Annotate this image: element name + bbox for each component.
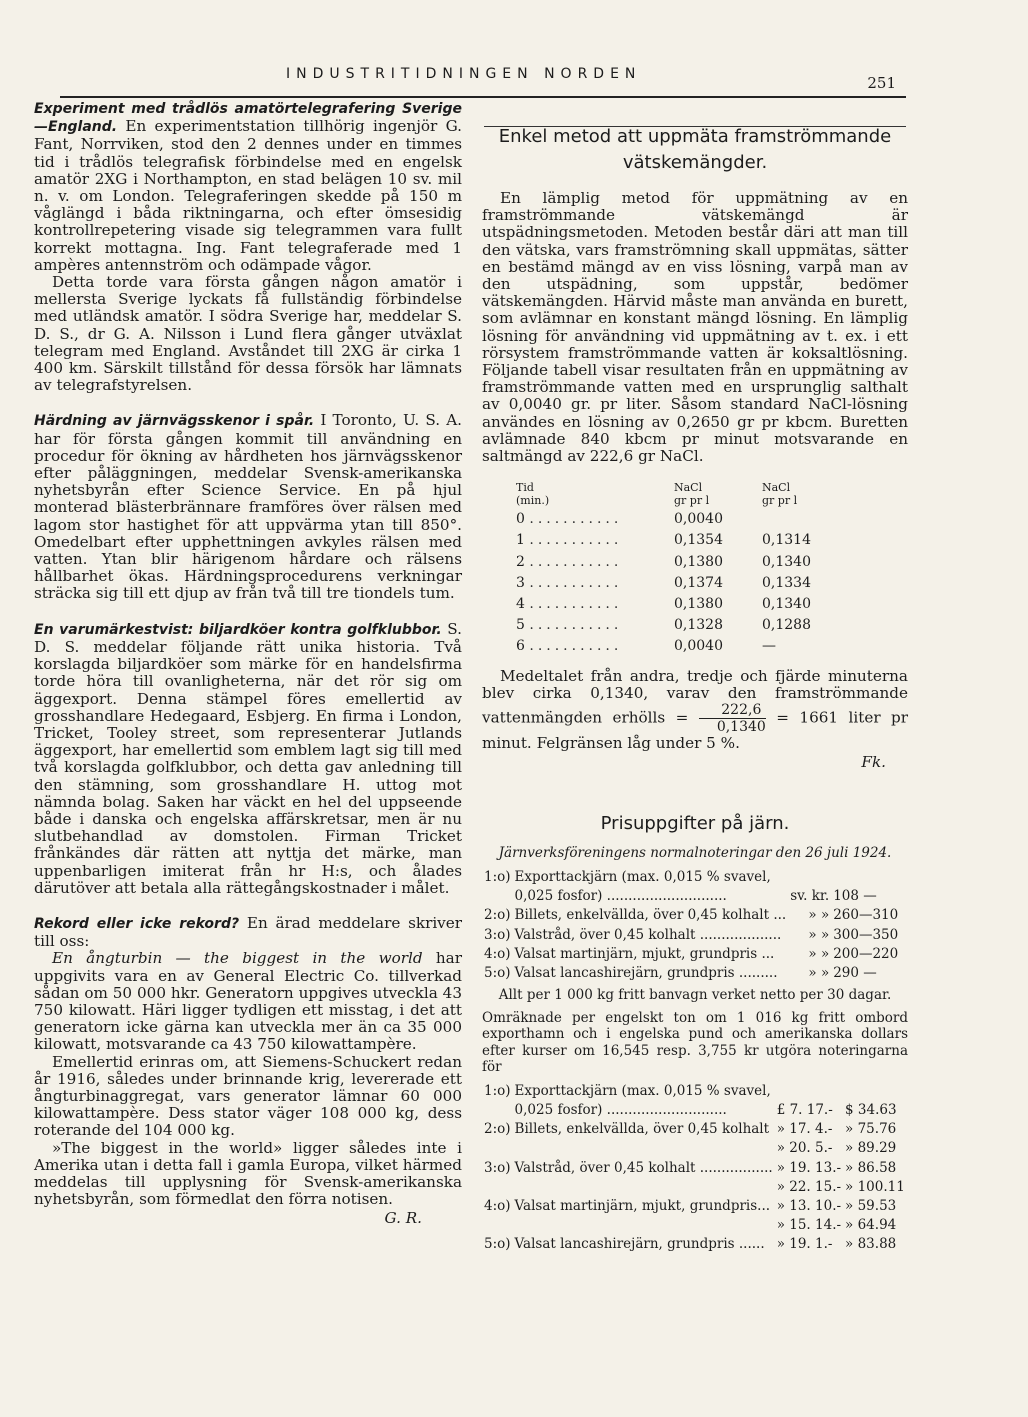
col-header: gr pr l (674, 494, 710, 508)
row-currency: sv. kr. (790, 888, 830, 905)
row-number (482, 1139, 513, 1158)
cell-value: 0,1354 (674, 532, 723, 549)
table-row (482, 964, 900, 983)
row-desc (513, 1178, 775, 1197)
table-row (482, 887, 900, 906)
page-header (60, 62, 906, 98)
row-dollars: » 89.29 (845, 1140, 897, 1157)
article-radio (34, 100, 462, 394)
row-number: 5:o) (484, 965, 511, 981)
cell-value: 0,1374 (674, 574, 723, 591)
row-desc: Exporttackjärn (max. 0,015 % svavel, (514, 1082, 771, 1099)
cell-time: 6 (516, 638, 525, 655)
article-rails (34, 412, 462, 602)
row-pounds: » 19. 1.- (776, 1236, 833, 1253)
article-text: Detta torde vara första gången någon amatör i mellersta Sverige lyckats få fullständig förbindelse med utländsk amatör. I södra Sverige har, meddelar S. D. S., dr G. A. Nilsson i Lund flera gånger utväxlat telegram med England. Avståndet till 2XG är cirka 1 400 km. Särskilt tillstånd för dessa försök har lämnats av telegrafstyrelsen. (34, 273, 462, 395)
row-desc (513, 1216, 775, 1235)
table-row: 5 ........... 0,1328 0,1288 (512, 615, 815, 636)
row-price: 300—350 (833, 926, 899, 943)
row-number: 4:o) (484, 1197, 511, 1214)
title-line: vätskemängder. (622, 152, 768, 173)
row-number (482, 1101, 513, 1120)
signature: Fk. (861, 753, 886, 772)
article-heading: Härdning av järnvägsskenor i spår. (34, 413, 315, 430)
cell-value: 0,1314 (762, 532, 811, 549)
formula-paragraph (482, 668, 908, 753)
row-dollars: » 64.94 (845, 1217, 897, 1234)
row-number: 3:o) (484, 926, 511, 943)
cell-value: 0,1334 (762, 574, 811, 591)
page-number: 251 (867, 74, 896, 92)
measurement-table (512, 479, 815, 657)
row-pounds: » 17. 4.- (776, 1121, 833, 1138)
row-desc: 0,025 fosfor) ............................ (514, 888, 727, 905)
article-heading: En varumärkestvist: biljardköer kontra golfklubbor. (34, 621, 442, 638)
row-dollars (843, 1082, 907, 1101)
article-text: En lämplig metod för uppmätning av en framströmmande vätskemängd är utspädningsmetoden. Metoden består däri att man till den vätska, vars framströmning skall uppmätas, sätter en bestämd mängd av en viss lösning, varpå man av den utspädning, som uppstår, bedömer vätskemängden. Härvid måste man använda en burett, som avlämnar en konstant mängd lösning. En lämplig lösning för användning vid uppmätning av t. ex. i ett rörsystem framströmmande vatten är koksaltlösning. Följande tabell visar resultaten från en uppmätning av framströmmande vatten med en ursprunglig salthalt av 0,0040 gr. pr liter. Såsom standard NaCl-lösning användes en lösning av 0,2650 gr pr kbcm. Buretten avlämnade 840 kbcm pr minut motsvarande en saltmängd av 222,6 gr NaCl. (482, 189, 908, 466)
row-number: 5:o) (484, 1236, 511, 1253)
row-desc: Valstråd, över 0,45 kolhalt ................. (514, 1159, 773, 1176)
row-pounds: » 20. 5.- (776, 1140, 833, 1157)
article-text: En experimentstation tillhörig ingenjör G. Fant, Norrviken, stod den 2 dennes under en timmes tid i trådlös telegrafisk förbindelse med en engelsk amatör 2XG i Northampton, en stad belägen 10 sv. mil n. v. om London. Telegraferingen skedde på 150 m våglängd i båda riktningarna, och efter ömsesidig kontrollrepetering visade sig telegrammen vara fullt korrekt mottagna. Ing. Fant telegraferade med 1 ampères antennström och odämpade vågor. (34, 117, 463, 274)
row-currency (788, 868, 831, 887)
table-row (482, 1159, 907, 1178)
row-desc (513, 1139, 775, 1158)
cell-value: 0,0040 (674, 511, 723, 528)
cell-value: 0,1340 (762, 596, 811, 613)
row-price (831, 868, 900, 887)
cell-time: 1 (516, 532, 525, 549)
row-pounds: £ 7. 17.- (776, 1101, 833, 1118)
row-dollars: » 100.11 (845, 1178, 905, 1195)
price-note: Omräknade per engelskt ton om 1 016 kg fritt ombord exporthamn och i engelska pund och amerikanska dollars efter kurser om 16,545 resp. 3,755 kr utgöra noteringarna för (482, 1009, 908, 1076)
row-desc: 0,025 fosfor) ............................ (514, 1101, 727, 1118)
cell-value: — (762, 638, 776, 655)
table-row (482, 1101, 907, 1120)
col-header: NaCl (674, 481, 703, 495)
quote-italic: En ångturbin — the biggest in the world (52, 949, 423, 968)
col-header: NaCl (762, 481, 791, 495)
table-row (482, 945, 900, 964)
table-row (482, 1120, 907, 1139)
cell-time: 4 (516, 596, 525, 613)
article-heading: Rekord eller icke rekord? (34, 915, 240, 932)
fraction-denominator: 0,1340 (716, 719, 766, 736)
cell-value: 0,1340 (762, 553, 811, 570)
article-text: Emellertid erinras om, att Siemens-Schuckert redan år 1916, således under brinnande krig, levererade ett ångturbinaggregat, vars generator lämnar 60 000 kilowattampère. Dess stator väger 108 000 kg, dess roterande del 104 000 kg. (34, 1052, 462, 1140)
article-text: = 1661 liter pr minut. Felgränsen låg under 5 %. (482, 708, 909, 753)
article-trademark (34, 621, 462, 897)
row-dollars: » 75.76 (845, 1121, 897, 1138)
cell-time: 5 (516, 617, 525, 634)
row-currency: » » (808, 945, 830, 962)
table-row (482, 1178, 907, 1197)
table-row: 0 ........... 0,0040 (512, 509, 815, 530)
row-number (482, 1216, 513, 1235)
row-currency: » » (808, 907, 830, 924)
row-pounds: » 15. 14.- (776, 1217, 842, 1234)
article-record (34, 915, 462, 1228)
article-text: »The biggest in the world» ligger således inte i Amerika utan i detta fall i gamla Europa, vilket härmed meddelas till upplysning för Svensk-amerikanska nyhetsbyrån, som förmedlat den förra notisen. (34, 1138, 462, 1209)
row-pounds (775, 1082, 843, 1101)
cell-value: 0,0040 (674, 638, 723, 655)
table-row (482, 906, 900, 925)
cell-time: 3 (516, 574, 525, 591)
col-header: gr pr l (762, 494, 798, 508)
row-desc: Valsat martinjärn, mjukt, grundpris... (514, 1197, 771, 1214)
right-column (482, 124, 908, 1255)
col-header: Tid (516, 481, 534, 495)
table-row (482, 1197, 907, 1216)
row-pounds: » 13. 10.- (776, 1197, 842, 1214)
article-text: Medeltalet från andra, tredje och fjärde minuterna blev cirka 0,1340, varav den framströmmande vattenmängden erhölls = (482, 666, 908, 727)
cell-value: 0,1288 (762, 617, 811, 634)
cell-value: 0,1380 (674, 553, 723, 570)
table-row (482, 1082, 907, 1101)
cell-value (758, 509, 815, 530)
article-text: En ärad meddelare skriver till oss: (34, 913, 463, 951)
row-number (482, 887, 513, 906)
row-desc: Valsat lancashirejärn, grundpris ......... (514, 965, 778, 981)
row-price: 260—310 (833, 907, 899, 924)
fraction-numerator: 222,6 (699, 702, 766, 719)
row-pounds: » 22. 15.- (776, 1178, 842, 1195)
price-title: Prisuppgifter på järn. (600, 813, 790, 835)
row-price: 290 — (833, 965, 877, 981)
row-number: 3:o) (484, 1159, 511, 1176)
row-currency: » » (808, 965, 830, 981)
row-price: 200—220 (833, 945, 899, 962)
table-row: 6 ........... 0,0040 — (512, 636, 815, 657)
fraction (699, 702, 766, 735)
left-column (34, 100, 462, 1246)
cell-value: 0,1380 (674, 596, 723, 613)
table-row: 3 ........... 0,1374 0,1334 (512, 573, 815, 594)
cell-time: 2 (516, 553, 525, 570)
row-desc: Valstråd, över 0,45 kolhalt ................... (514, 926, 782, 943)
cell-value: 0,1328 (674, 617, 723, 634)
title-line: Enkel metod att uppmäta framströmmande (498, 126, 892, 147)
row-dollars: $ 34.63 (845, 1101, 897, 1118)
price-note: Allt per 1 000 kg fritt banvagn verket netto per 30 dagar. (498, 987, 892, 1004)
article-text: S. D. S. meddelar följande rätt unika historia. Två korslagda biljardköer som märke för en handelsfirma torde höra till ovanligheterna, när det rör sig om äggexport. Denna stämpel föres emellertid av grosshandlare Hedegaard, Esbjerg. En firma i London, Tricket, Tooley street, som representerar Jutlands äggexport, har emellertid som emblem lagt sig till med två korslagda golfklubbor, och detta gav anledning till den stämning, som grosshandlare H. uttog mot nämnda bolag. Saken har väckt en hel del uppseende både i danska och engelska affärskretsar, men är nu slutbehandlad av domstolen. Firman Tricket frånkändes där rätten att nyttja det märke, man uppenbarligen imiterat från hr H:s, och ålades därutöver att betala alla rättegångskostnader i målet. (34, 619, 462, 897)
article-title (482, 124, 908, 176)
row-desc: Billets, enkelvällda, över 0,45 kolhalt (514, 1121, 770, 1138)
table-row (482, 1235, 907, 1254)
row-number: 4:o) (484, 945, 511, 962)
row-desc: Valsat lancashirejärn, grundpris ...... (514, 1236, 765, 1253)
col-header: (min.) (516, 494, 550, 508)
cell-time: 0 (516, 511, 525, 528)
table-row (482, 1139, 907, 1158)
price-subtitle: Järnverksföreningens normalnoteringar den 26 juli 1924. (498, 845, 892, 862)
row-desc: Billets, enkelvällda, över 0,45 kolhalt ... (514, 907, 787, 924)
price-table-foreign (482, 1082, 907, 1255)
row-pounds: » 19. 13.- (776, 1159, 842, 1176)
row-number: 2:o) (484, 1121, 511, 1138)
table-row: 4 ........... 0,1380 0,1340 (512, 594, 815, 615)
row-desc: Exporttackjärn (max. 0,015 % svavel, (514, 868, 771, 885)
row-number: 2:o) (484, 907, 511, 924)
table-row (482, 868, 900, 887)
table-row (482, 1216, 907, 1235)
table-row: 1 ........... 0,1354 0,1314 (512, 530, 815, 551)
row-dollars: » 59.53 (845, 1197, 897, 1214)
row-dollars: » 83.88 (845, 1236, 897, 1253)
article-text: har uppgivits vara en av General Electric Co. tillverkad sådan om 50 000 hkr. Generatorn uppgives utveckla 43 750 kilowatt. Häri ligger tydligen ett misstag, i det att generatorn icke gärna kan utveckla mer än ca 35 000 kilowatt, motsvarande ca 43 750 kilowattampère. (34, 949, 462, 1054)
table-row: 2 ........... 0,1380 0,1340 (512, 552, 815, 573)
row-currency: » » (808, 926, 830, 943)
article-heading: Experiment med trådlös amatörtelegrafering Sverige—England. (34, 101, 462, 136)
row-number: 1:o) (484, 868, 511, 885)
row-desc: Valsat martinjärn, mjukt, grundpris ... (514, 945, 775, 962)
row-price: 108 — (833, 888, 877, 905)
table-row (482, 926, 900, 945)
signature: G. R. (384, 1209, 422, 1228)
journal-title: INDUSTRITIDNINGEN NORDEN (286, 66, 642, 82)
row-dollars: » 86.58 (845, 1159, 897, 1176)
price-table-sek (482, 868, 900, 983)
row-number (482, 1178, 513, 1197)
article-text: I Toronto, U. S. A. har för första gången kommit till användning en procedur för ökning av hårdheten hos järnvägsskenor efter påläggningen, meddelar Svensk-amerikanska nyhetsbyrån efter Science Service. En på hjul monterad blästerbrännare framföres över rälsen med lagom stor hastighet för att uppvärma ytan till 850°. Omedelbart efter upphettningen avkyles rälsen med vatten. Ytan blir härigenom hårdare och rälsens hållbarhet ökas. Härdningsprocedurens verkningar sträcka sig till ett djup av från två till tre tiondels tum. (34, 411, 462, 603)
row-number: 1:o) (484, 1082, 511, 1099)
